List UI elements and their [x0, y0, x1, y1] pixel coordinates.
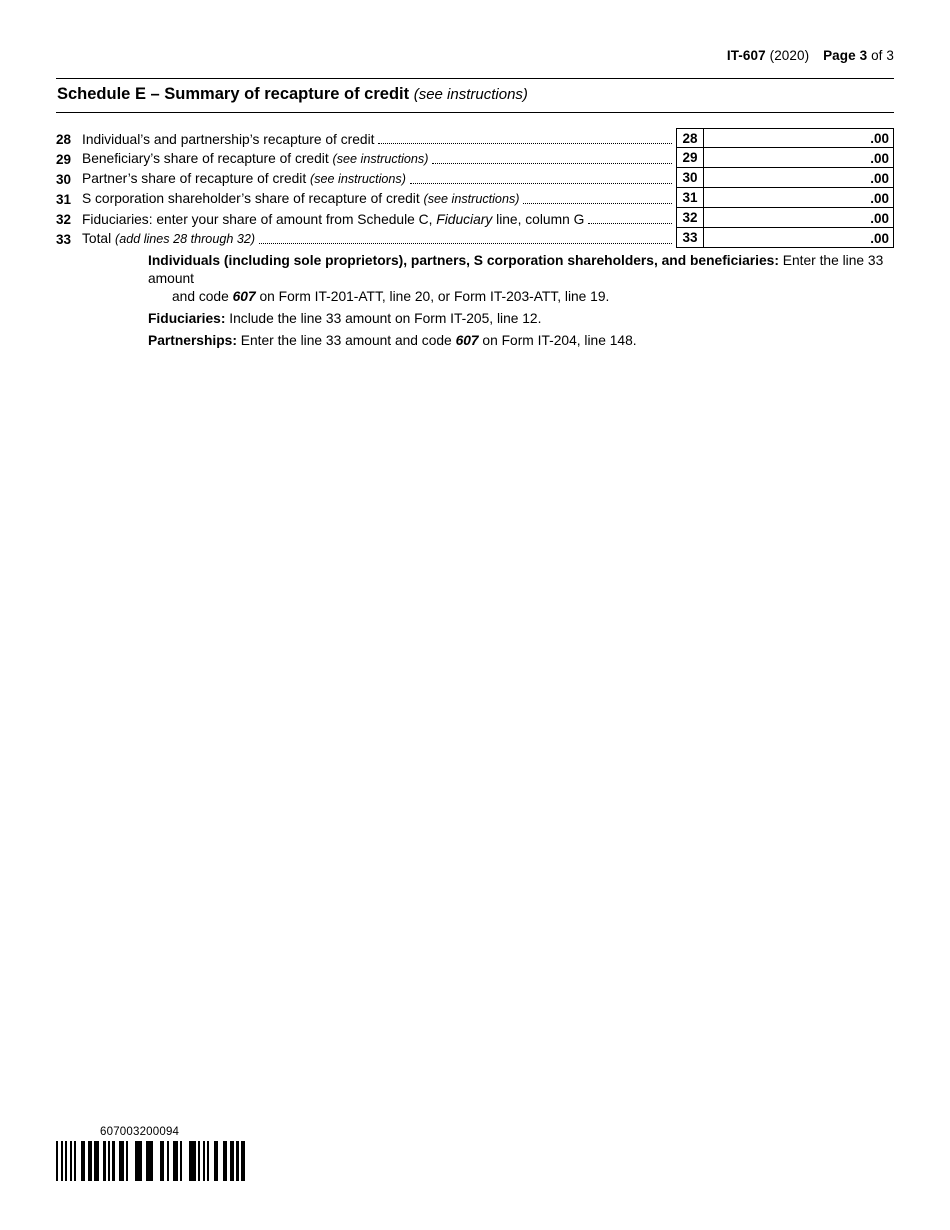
- amount-box: [676, 128, 894, 148]
- line-label: [82, 131, 378, 148]
- amount-line-number: 29: [676, 148, 704, 168]
- barcode-area: [56, 1126, 246, 1181]
- line-label-note: (see instructions): [310, 172, 406, 186]
- amount-input-30[interactable]: .00: [704, 168, 894, 188]
- line-label: [82, 230, 259, 248]
- line-label-note: (see instructions): [423, 192, 520, 206]
- amount-input-32[interactable]: .00: [704, 208, 894, 228]
- schedule-e-lines: [56, 128, 894, 248]
- instruction-fiduciaries-label: Fiduciaries:: [148, 311, 226, 326]
- instruction-individuals-label: Individuals (including sole proprietors), partners, S corporation shareholders, and beneficiaries:: [148, 253, 779, 268]
- form-id: IT-607: [726, 48, 766, 63]
- amount-line-number: 28: [676, 128, 704, 148]
- amount-input-31[interactable]: .00: [704, 188, 894, 208]
- amount-box: [676, 148, 894, 168]
- amount-box: [676, 188, 894, 208]
- line-label-emphasis: Fiduciary: [436, 212, 493, 227]
- table-row: [56, 148, 894, 168]
- schedule-title-note: (see instructions): [413, 86, 528, 103]
- instruction-individuals-cont-a: and code: [172, 289, 233, 304]
- line-label-text: Partner’s share of recapture of credit: [82, 171, 307, 186]
- barcode-number: 607003200094: [100, 1126, 180, 1138]
- barcode-image: [56, 1141, 246, 1181]
- leader-dots: [432, 162, 672, 164]
- line-number: 31: [56, 192, 72, 207]
- schedule-bottom-rule: [56, 112, 894, 113]
- table-row: [56, 208, 894, 228]
- table-row: [56, 228, 894, 248]
- schedule-title: [57, 85, 528, 104]
- amount-line-number: 31: [676, 188, 704, 208]
- amount-line-number: 32: [676, 208, 704, 228]
- table-row: [56, 168, 894, 188]
- line-number: 28: [56, 132, 72, 147]
- table-row: [56, 128, 894, 148]
- credit-code: 607: [232, 289, 256, 304]
- page-number-label: Page 3: [823, 48, 868, 63]
- instruction-individuals-cont: [148, 288, 898, 306]
- line-label: [82, 170, 410, 188]
- instruction-individuals-cont-b: on Form IT-201-ATT, line 20, or Form IT-203-ATT, line 19.: [255, 289, 610, 304]
- instruction-individuals-text: Enter the line 33 amount: [148, 253, 884, 286]
- line-label-note: (see instructions): [332, 152, 429, 166]
- line-number: 33: [56, 232, 72, 247]
- instructions-block: [148, 252, 898, 350]
- leader-dots: [410, 182, 672, 184]
- page-header: [727, 48, 894, 63]
- line-label-text: Individual’s and partnership’s recapture of credit: [82, 132, 375, 147]
- line-label: [82, 190, 523, 208]
- line-label-text: Fiduciaries: enter your share of amount from Schedule C,: [82, 212, 433, 227]
- amount-input-28[interactable]: .00: [704, 128, 894, 148]
- amount-input-29[interactable]: .00: [704, 148, 894, 168]
- credit-code: 607: [455, 333, 479, 348]
- line-label-note: (add lines 28 through 32): [115, 232, 256, 246]
- instruction-partnerships-text-a: Enter the line 33 amount and code: [236, 333, 456, 348]
- line-label-text: Beneficiary’s share of recapture of credit: [82, 151, 329, 166]
- amount-box: [676, 168, 894, 188]
- line-label: [82, 211, 588, 228]
- form-year: (2020): [769, 48, 810, 63]
- line-label-text: Total: [82, 231, 112, 246]
- line-label-text: S corporation shareholder’s share of recapture of credit: [82, 191, 420, 206]
- line-number: 29: [56, 152, 72, 167]
- leader-dots: [588, 222, 672, 224]
- schedule-title-text: Schedule E – Summary of recapture of credit: [57, 85, 410, 103]
- instruction-individuals: [148, 252, 898, 306]
- instruction-partnerships: [148, 332, 898, 350]
- line-number: 30: [56, 172, 72, 187]
- instruction-partnerships-label: Partnerships:: [148, 333, 237, 348]
- leader-dots: [523, 202, 672, 204]
- amount-line-number: 30: [676, 168, 704, 188]
- schedule-top-rule: [56, 78, 894, 79]
- amount-box: [676, 208, 894, 228]
- line-label-tail: line, column G: [496, 212, 585, 227]
- instruction-fiduciaries-text: Include the line 33 amount on Form IT-205, line 12.: [225, 311, 542, 326]
- amount-line-number: 33: [676, 228, 704, 248]
- instruction-partnerships-text-b: on Form IT-204, line 148.: [478, 333, 637, 348]
- instruction-fiduciaries: [148, 310, 898, 328]
- amount-box: [676, 228, 894, 248]
- amount-input-33[interactable]: .00: [704, 228, 894, 248]
- leader-dots: [259, 242, 672, 244]
- table-row: [56, 188, 894, 208]
- line-label: [82, 150, 432, 168]
- line-number: 32: [56, 212, 72, 227]
- leader-dots: [378, 142, 672, 144]
- page-total-label: of 3: [867, 48, 894, 63]
